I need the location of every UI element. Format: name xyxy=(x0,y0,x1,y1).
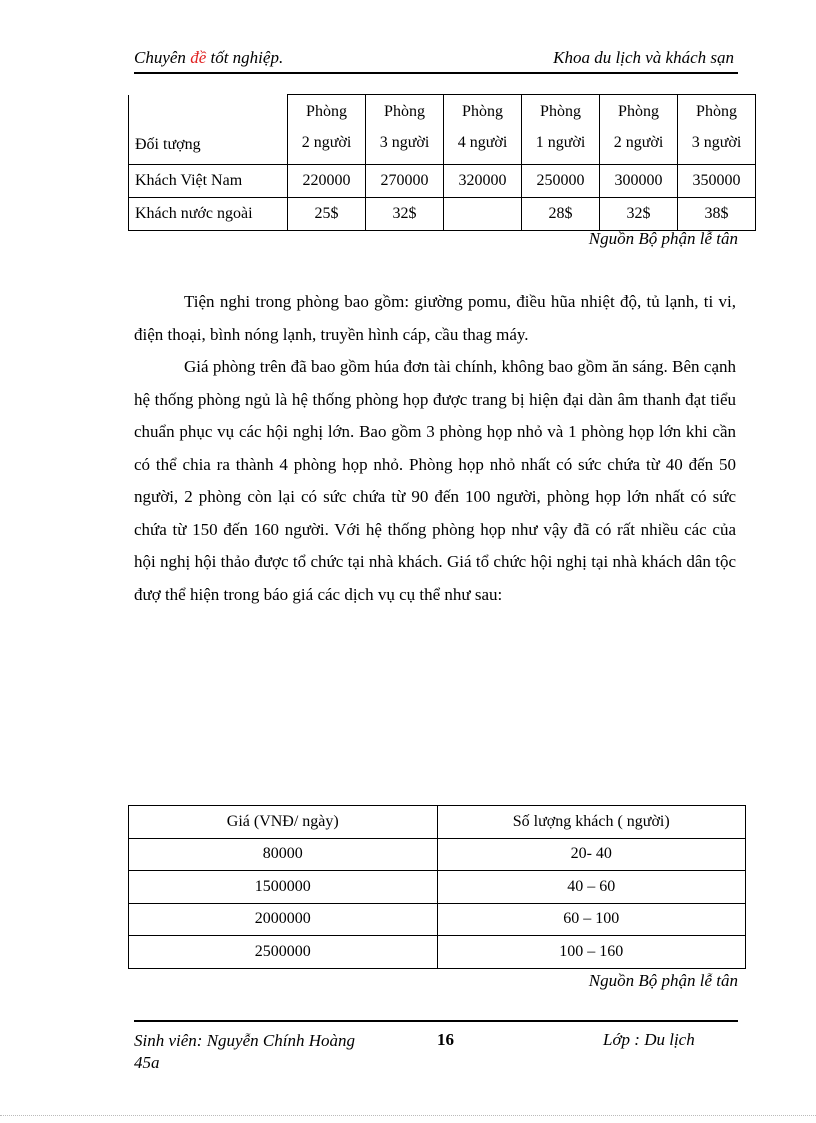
table-cell: 40 – 60 xyxy=(437,871,746,904)
table-cell: 1500000 xyxy=(129,871,438,904)
footer-student: Sinh viên: Nguyễn Chính Hoàng 45a xyxy=(134,1031,355,1072)
table-cell: 220000 xyxy=(288,164,366,197)
header-title: Chuyên đề tốt nghiệp. xyxy=(134,48,284,67)
table-row xyxy=(129,903,746,936)
page-divider xyxy=(0,1115,816,1116)
table-cell: 80000 xyxy=(129,838,438,871)
header-department: Khoa du lịch và khách sạn xyxy=(553,48,734,67)
table-row xyxy=(129,838,746,871)
table-cell: 320000 xyxy=(444,164,522,197)
table-cell xyxy=(444,197,522,230)
meeting-price-table xyxy=(128,805,746,969)
room-price-table xyxy=(128,94,756,231)
table-cell: 2500000 xyxy=(129,936,438,969)
table-header-row xyxy=(129,95,756,165)
paragraph: Tiện nghi trong phòng bao gồm: giường pomu, điều hũa nhiệt độ, tủ lạnh, ti vi, điện thoại, bình nóng lạnh, truyền hình cáp, cầu thag máy. xyxy=(134,292,736,344)
paragraph: Giá phòng trên đã bao gồm húa đơn tài chính, không bao gồm ăn sáng. Bên cạnh hệ thống phòng ngủ là hệ thống phòng họp được trang bị hiện đại dàn âm thanh đạt tiểu chuẩn phục vụ các hội nghị lớn. Bao gồm 3 phòng họp nhỏ và 1 phòng họp lớn khi cần có thể chia ra thành 4 phòng họp nhỏ. Phòng họp nhỏ nhất có sức chứa từ 40 đến 50 người, 2 phòng còn lại có sức chứa từ 90 đến 100 người, phòng họp lớn nhất có sức chứa từ 150 đến 160 người. Với hệ thống phòng họp như vậy đã có rất nhiều các của hội nghị hội thảo được tổ chức tại nhà khách. Giá tổ chức hội nghị tại nhà khách dân tộc đượ thể hiện trong báo giá các dịch vụ cụ thể như sau: xyxy=(134,357,736,604)
guests-header: Số lượng khách ( người) xyxy=(437,806,746,839)
table-cell: 32$ xyxy=(600,197,678,230)
room-header: Phòng 3 người xyxy=(366,95,444,165)
table-row xyxy=(129,936,746,969)
table-cell: 28$ xyxy=(522,197,600,230)
source-note: Nguồn Bộ phận lễ tân xyxy=(588,229,738,248)
table-row xyxy=(129,871,746,904)
table-cell: 270000 xyxy=(366,164,444,197)
room-header: Phòng 4 người xyxy=(444,95,522,165)
page-number: 16 xyxy=(437,1030,454,1049)
room-header: Phòng 2 người xyxy=(600,95,678,165)
row-label: Khách Việt Nam xyxy=(129,164,288,197)
price-header: Giá (VNĐ/ ngày) xyxy=(129,806,438,839)
table-cell: 250000 xyxy=(522,164,600,197)
row-label: Khách nước ngoài xyxy=(129,197,288,230)
table-cell: 60 – 100 xyxy=(437,903,746,936)
table-cell: 100 – 160 xyxy=(437,936,746,969)
table-header-row xyxy=(129,806,746,839)
header-accent-word: đề xyxy=(190,48,207,67)
table-cell: 25$ xyxy=(288,197,366,230)
room-header: Phòng 2 người xyxy=(288,95,366,165)
table-cell: 20- 40 xyxy=(437,838,746,871)
page-header xyxy=(134,48,738,74)
source-note: Nguồn Bộ phận lễ tân xyxy=(588,971,738,990)
table-cell: 32$ xyxy=(366,197,444,230)
footer-class: Lớp : Du lịch xyxy=(603,1030,695,1049)
table-row xyxy=(129,164,756,197)
object-header: Đối tượng xyxy=(129,95,288,165)
room-header: Phòng 3 người xyxy=(678,95,756,165)
body-text xyxy=(134,286,736,611)
table-cell: 38$ xyxy=(678,197,756,230)
table-cell: 300000 xyxy=(600,164,678,197)
table-cell: 2000000 xyxy=(129,903,438,936)
table-cell: 350000 xyxy=(678,164,756,197)
table-row xyxy=(129,197,756,230)
footer-divider xyxy=(134,1020,738,1022)
room-header: Phòng 1 người xyxy=(522,95,600,165)
